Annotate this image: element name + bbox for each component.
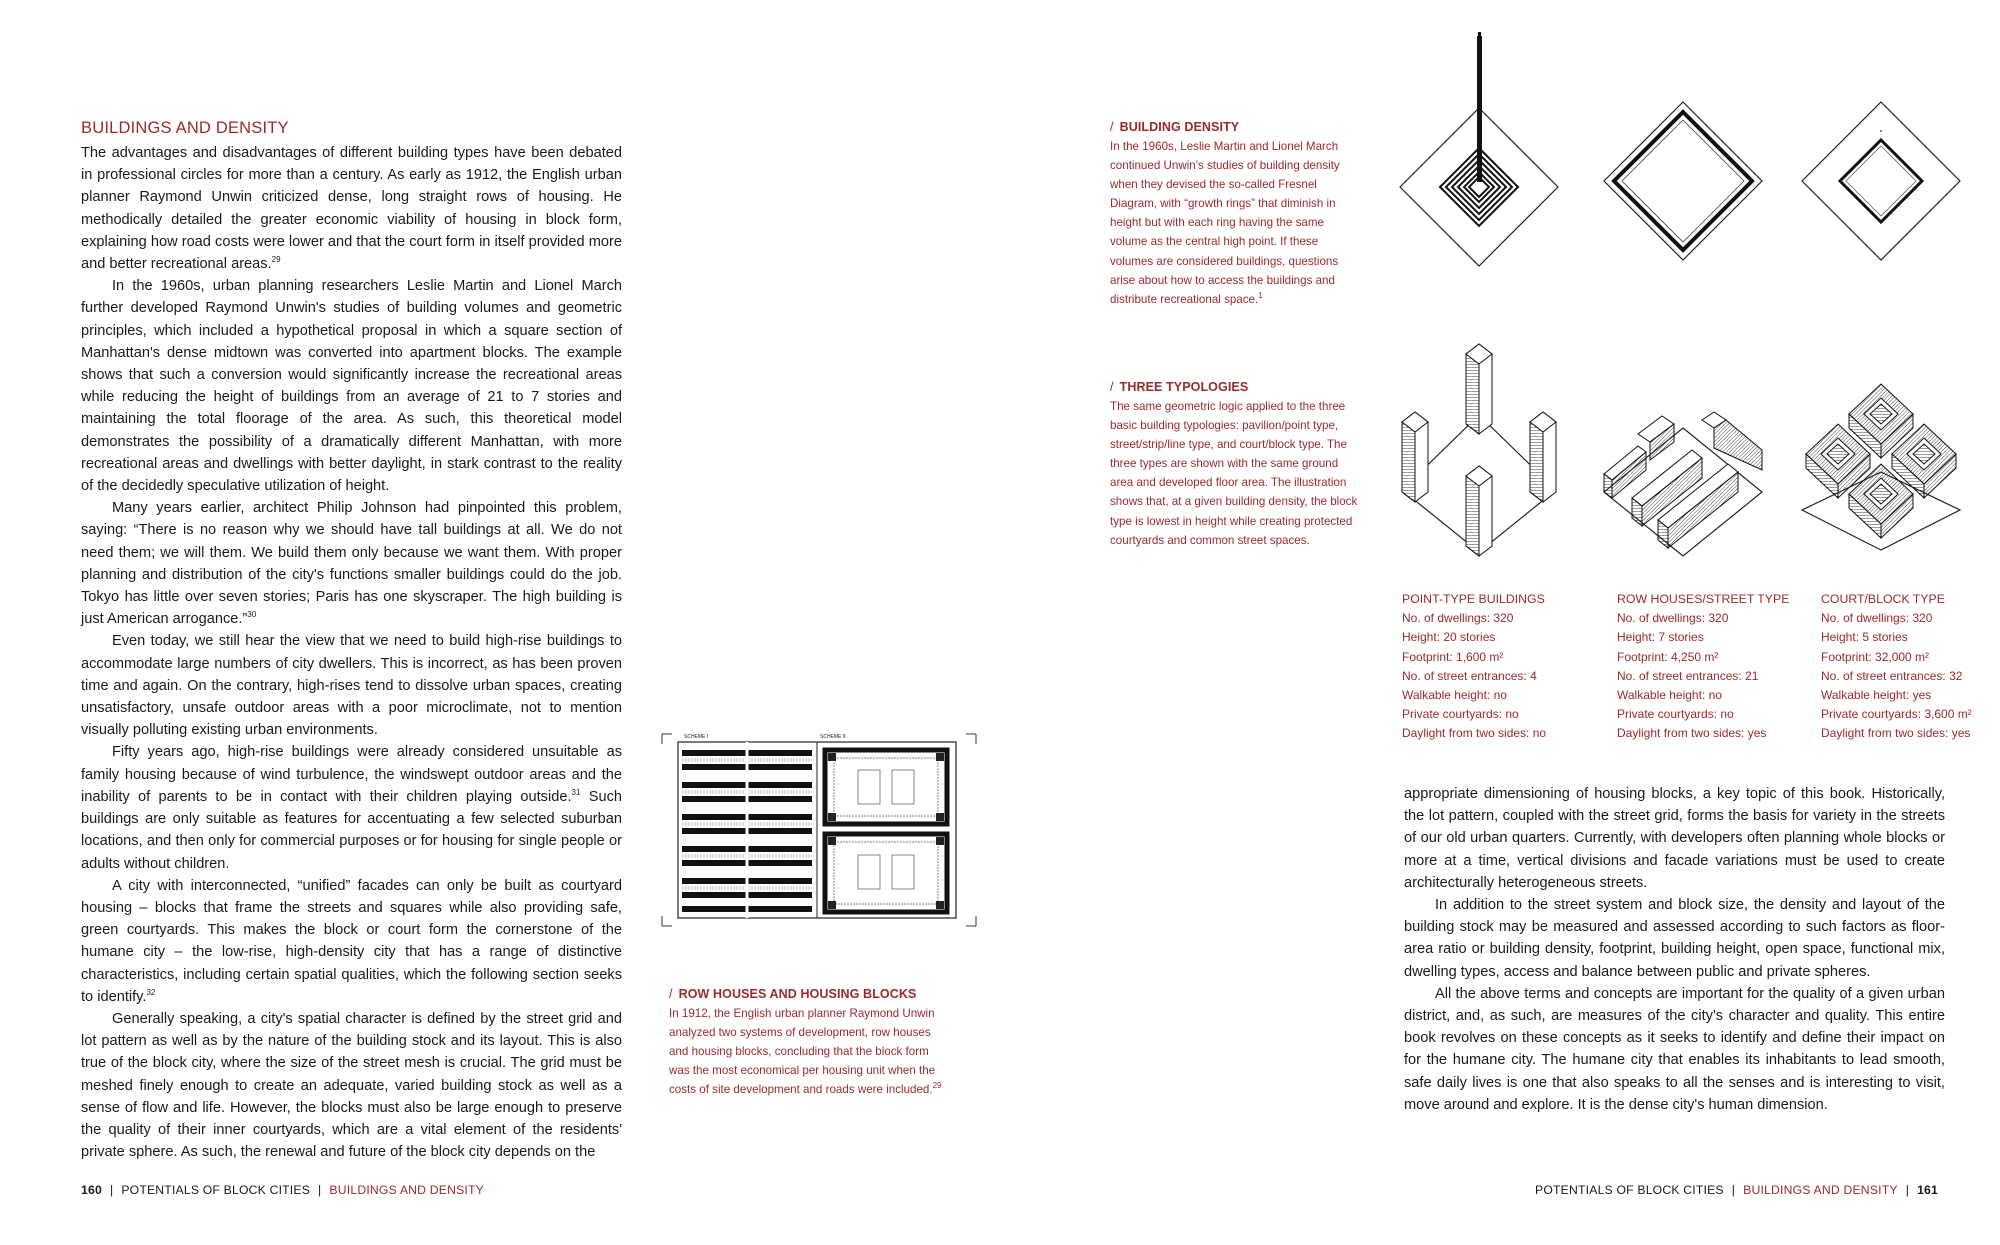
footnote-ref[interactable]: 29 xyxy=(932,1081,942,1091)
stats-line: Private courtyards: 3,600 m² xyxy=(1821,707,1972,722)
footer-chapter: POTENTIALS OF BLOCK CITIES xyxy=(1535,1183,1724,1197)
stats-row-type xyxy=(1617,590,1817,744)
page-number: 160 xyxy=(81,1183,102,1197)
typology-point-drawing xyxy=(1398,340,1560,560)
fresnel-diagram-point xyxy=(1398,30,1560,270)
stats-title: POINT-TYPE BUILDINGS xyxy=(1402,592,1545,606)
paragraph: Even today, we still hear the view that we need to build high-rise buildings to accommodate large numbers of city dwellers. This is incorrect, as has been proven time and again. On the contrary, high-rises tend to dissolve urban spaces, creating unsatisfactory, unsafe outdoor areas with a poor microclimate, not to mention visually polluting existing urban environments. xyxy=(81,633,622,739)
typology-court-drawing xyxy=(1800,380,1962,560)
paragraph: All the above terms and concepts are important for the quality of a given urban district, and, as such, are measures of the city's character and quality. This entire book revolves on these concepts as it seeks to identify and define their impact on for the humane city. The humane city that enables its inhabitants to lead smooth, safe daily lives is one that also speaks to all the senses and is interesting to visit, move around and explore. It is the dense city's human dimension. xyxy=(1404,985,1945,1113)
footnote-ref[interactable]: 31 xyxy=(571,788,581,798)
stats-line: Private courtyards: no xyxy=(1617,707,1734,722)
stats-line: Height: 7 stories xyxy=(1617,630,1704,645)
stats-line: Daylight from two sides: yes xyxy=(1617,726,1767,741)
fresnel-diagram-ring xyxy=(1602,100,1764,266)
paragraph: Generally speaking, a city's spatial character is defined by the street grid and lot pattern as well as by the nature of the building stock and its layout. This is also true of the block city, where the size of the street mesh is crucial. The grid must be meshed finely enough to create an adequate, varied building stock as well as a sense of flow and life. However, the blocks must also be large enough to preserve the quality of their inner courtyards, which are a vital element of the residents' private sphere. As such, the renewal and future of the block city depends on the xyxy=(81,1010,622,1161)
section-title: BUILDINGS AND DENSITY xyxy=(81,119,289,137)
footer-section: BUILDINGS AND DENSITY xyxy=(329,1183,484,1197)
footer-left: 160 | POTENTIALS OF BLOCK CITIES | BUILDINGS AND DENSITY xyxy=(81,1183,484,1197)
stats-line: No. of dwellings: 320 xyxy=(1402,611,1514,626)
stats-line: No. of street entrances: 4 xyxy=(1402,668,1537,683)
rowhouses-caption-text: In 1912, the English urban planner Raymond Unwin analyzed two systems of development, row houses and housing blocks, concluding that the block form was the most economical per housing unit when the costs of site development and roads were included.$^{29}$ xyxy=(669,1007,942,1097)
stats-line: Footprint: 32,000 m² xyxy=(1821,649,1930,664)
stats-line: Daylight from two sides: yes xyxy=(1821,726,1971,741)
stats-title: COURT/BLOCK TYPE xyxy=(1821,592,1945,606)
footer-chapter: POTENTIALS OF BLOCK CITIES xyxy=(121,1183,311,1197)
three-typologies-caption-title: / THREE TYPOLOGIES xyxy=(1110,380,1249,394)
paragraph: appropriate dimensioning of housing blocks, a key topic of this book. Historically, the lot pattern, coupled with the street grid, forms the basis for variety in the streets of our old urban quarters. Currently, with developers often planning whole blocks or more at a time, vertical divisions and facade variations must be used to create architecturally heterogeneous streets. xyxy=(1404,786,1945,891)
stats-line: Height: 5 stories xyxy=(1821,630,1908,645)
typology-row-drawing xyxy=(1602,370,1764,560)
stats-line: No. of street entrances: 21 xyxy=(1617,668,1759,683)
footer-section: BUILDINGS AND DENSITY xyxy=(1743,1183,1898,1197)
footnote-ref[interactable]: 29 xyxy=(271,255,281,265)
stats-line: Walkable height: no xyxy=(1617,688,1722,703)
paragraph: In the 1960s, urban planning researchers Leslie Martin and Lionel March further developed Raymond Unwin's studies of building volumes and geometric principles, which included a hypothetical proposal in which a square section of Manhattan's dense midtown was converted into apartment blocks. The example shows that such a conversion would significantly increase the recreational areas while reducing the height of buildings from an average of 21 to 7 stories and maintaining the total floorage of the area. As such, this theoretical model demonstrates the possibility of a dramatically different Manhattan, with more recreational areas and dwellings with better daylight, in stark contrast to the reality of the decidedly speculative utilization of height. xyxy=(81,278,622,495)
paragraph: A city with interconnected, “unified” facades can only be built as courtyard housing – blocks that frame the streets and squares while also providing safe, green courtyards. This makes the block or court form the cornerstone of the humane city – the low-rise, high-density city that has a range of distinctive characteristics, including certain spatial qualities, which the following section seeks to identify.$^{32}$ xyxy=(81,877,622,1005)
stats-line: Daylight from two sides: no xyxy=(1402,726,1547,741)
three-typologies-caption xyxy=(1110,380,1360,550)
main-body-text xyxy=(81,142,622,1163)
stats-line: Footprint: 4,250 m² xyxy=(1617,649,1719,664)
footer-right: POTENTIALS OF BLOCK CITIES | BUILDINGS AND DENSITY | 161 xyxy=(1535,1183,1938,1197)
stats-line: Footprint: 1,600 m² xyxy=(1402,649,1504,664)
stats-line: Private courtyards: no xyxy=(1402,707,1519,722)
three-typologies-caption-text: The same geometric logic applied to the three basic building typologies: pavilion/point type, street/strip/line type, and court/block type. The three types are shown with the same ground area and developed floor area. The illustration shows that, at a given building density, the block type is lowest in height while creating protected courtyards and common street spaces. xyxy=(1110,400,1358,547)
stats-court-type xyxy=(1821,590,1999,744)
rowhouses-caption xyxy=(669,987,949,1099)
stats-line: Height: 20 stories xyxy=(1402,630,1496,645)
scheme-ii-label: SCHEME II xyxy=(820,734,846,740)
footnote-ref[interactable]: 30 xyxy=(247,610,257,620)
fresnel-diagram-court xyxy=(1800,100,1962,266)
building-density-caption xyxy=(1110,120,1360,309)
building-density-caption-title: / BUILDING DENSITY xyxy=(1110,120,1240,134)
footnote-ref[interactable]: 1 xyxy=(1258,290,1263,300)
stats-line: No. of dwellings: 320 xyxy=(1617,611,1729,626)
stats-line: Walkable height: no xyxy=(1402,688,1507,703)
stats-line: No. of dwellings: 320 xyxy=(1821,611,1933,626)
stats-line: Walkable height: yes xyxy=(1821,688,1932,703)
page-number: 161 xyxy=(1917,1183,1938,1197)
stats-title: ROW HOUSES/STREET TYPE xyxy=(1617,592,1790,606)
rowhouses-caption-title: / ROW HOUSES AND HOUSING BLOCKS xyxy=(669,987,917,1001)
stats-point-type xyxy=(1402,590,1602,744)
footnote-ref[interactable]: 32 xyxy=(146,987,156,997)
paragraph: In addition to the street system and block size, the density and layout of the building stock may be measured and assessed according to such factors as floor-area ratio or building density, footprint, building height, open space, functional mix, dwelling types, access and balance between public and private spheres. xyxy=(1404,897,1945,980)
stats-line: No. of street entrances: 32 xyxy=(1821,668,1963,683)
paragraph: Fifty years ago, high-rise buildings were already considered unsuitable as family housing because of wind turbulence, the windswept outdoor areas and the inability of parents to be in contact with their children playing outside.$^{31}$ Such buildings are only suitable as features for accentuating a few selected suburban locations, and then only for commercial purposes or for housing for single people or adults without children. xyxy=(81,744,622,872)
paragraph: The advantages and disadvantages of different building types have been debated in professional circles for more than a century. As early as 1912, the English urban planner Raymond Unwin criticized dense, long straight rows of housing. He methodically detailed the greater economic viability of housing in block form, explaining how road costs were lower and that the court form in itself provided more and better recreational areas.$^{29}$ xyxy=(81,145,622,273)
right-body-text xyxy=(1404,783,1945,1116)
paragraph: Many years earlier, architect Philip Johnson had pinpointed this problem, saying: “There is no reason why we should have tall buildings at all. We do not need them; we will them. We build them only because we want them. With proper planning and distribution of the city's functions smaller buildings could do the job. Tokyo has little over seven stories; Paris has one skyscraper. The high building is just American arrogance.”$^{30}$ xyxy=(81,500,622,628)
scheme-i-label: SCHEME I xyxy=(684,734,709,740)
building-density-caption-text: In the 1960s, Leslie Martin and Lionel March continued Unwin's studies of building density when they devised the so-called Fresnel Diagram, with “growth rings” that diminish in height but with each ring having the same volume as the central high point. If these volumes are considered buildings, questions arise about how to access the buildings and distribute recreational space.$^1$ xyxy=(1110,140,1340,306)
unwin-schemes-figure xyxy=(660,730,980,930)
